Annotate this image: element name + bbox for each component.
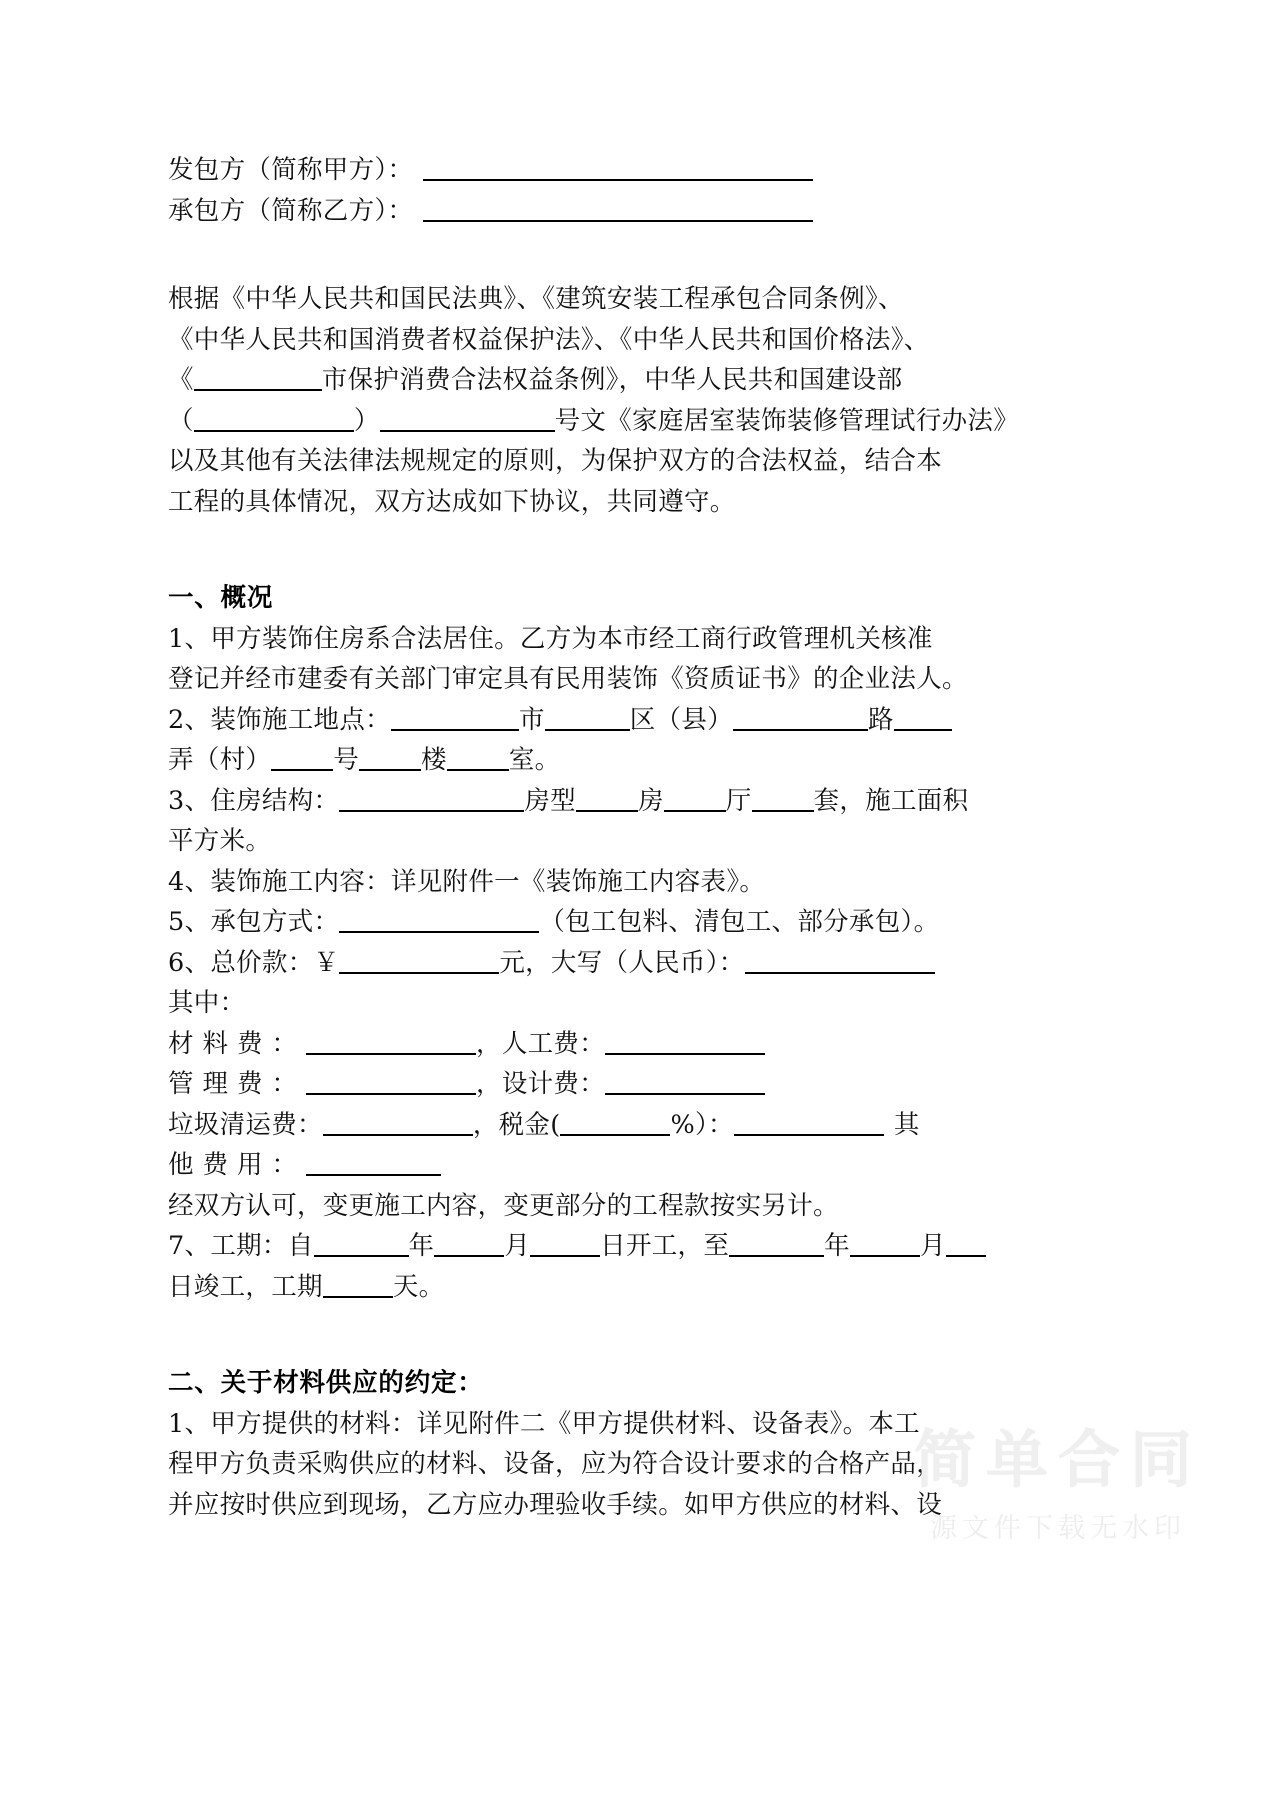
fee-manage-line <box>168 1064 968 1105</box>
item7-line2-prefix: 日竣工，工期 <box>168 1271 323 1302</box>
fee-garbage-blank[interactable] <box>323 1114 473 1136</box>
start-year-blank[interactable] <box>314 1235 409 1257</box>
item3-prefix: 3、住房结构： <box>168 785 340 816</box>
section-one-heading: 一、概况 <box>168 583 274 613</box>
site-district-blank[interactable] <box>545 709 630 731</box>
fee-garbage-line <box>168 1105 968 1146</box>
item2-prefix: 2、装饰施工地点： <box>168 704 391 735</box>
party-a-line <box>168 150 968 191</box>
fee-other-line <box>168 1145 968 1186</box>
sets-count-blank[interactable] <box>752 790 814 812</box>
section-two-item1-line2: 程甲方负责采购供应的材料、设备，应为符合设计要求的合格产品， <box>168 1449 943 1479</box>
section-two-item1-line1: 1、甲方提供的材料：详见附件二《甲方提供材料、设备表》。本工 <box>168 1408 920 1439</box>
section-one-item7-line2 <box>168 1267 968 1308</box>
fee-material-blank[interactable] <box>306 1033 476 1055</box>
site-building-blank[interactable] <box>359 749 421 771</box>
preamble-line-6: 工程的具体情况，双方达成如下协议，共同遵守。 <box>168 486 736 517</box>
item2-lu: 路 <box>867 704 894 735</box>
party-a-blank[interactable] <box>423 159 813 181</box>
preamble-line-5: 以及其他有关法律法规规定的原则，为保护双方的合法权益，结合本 <box>168 446 943 476</box>
site-lane-blank[interactable] <box>894 709 952 731</box>
section-one-item6-note: 经双方认可，变更施工内容，变更部分的工程款按实另计。 <box>168 1190 839 1221</box>
house-type-blank[interactable] <box>339 790 524 812</box>
item7-nian2: 年 <box>824 1231 850 1261</box>
preamble-paren-close: ） <box>353 405 380 436</box>
fee-garbage-label: 垃圾清运费： <box>168 1109 323 1140</box>
item2-lou: 楼 <box>421 745 447 775</box>
item7-tian: 天。 <box>392 1271 445 1302</box>
section-one-item6 <box>168 943 968 984</box>
item6-prefix: 6、总价款：￥ <box>168 947 340 978</box>
item5-prefix: 5、承包方式： <box>168 907 340 937</box>
fee-manage-label: 管理费： <box>168 1069 307 1099</box>
watermark-main-text: 简单合同 <box>913 1422 1202 1496</box>
party-b-label: 承包方（简称乙方）： <box>168 195 414 226</box>
fee-tax-blank[interactable] <box>734 1114 884 1136</box>
fee-design-label: ，设计费： <box>476 1069 606 1099</box>
preamble-line-3-rest: 市保护消费合法权益条例》，中华人民共和国建设部 <box>321 365 903 395</box>
item7-yue2: 月 <box>919 1231 946 1261</box>
tax-rate-blank[interactable] <box>560 1114 670 1136</box>
fee-other-label: 他费用： <box>168 1150 307 1180</box>
preamble-line-3 <box>168 360 968 401</box>
party-b-line <box>168 191 968 232</box>
item2-qu: 区（县） <box>629 704 733 735</box>
preamble-line-1: 根据《中华人民共和国民法典》、《建筑安装工程承包合同条例》、 <box>168 284 904 314</box>
start-month-blank[interactable] <box>434 1235 504 1257</box>
item6-yuan: 元，大写（人民币）： <box>499 947 745 978</box>
site-road-blank[interactable] <box>733 709 868 731</box>
document-body <box>168 150 1020 1525</box>
duration-days-blank[interactable] <box>323 1276 393 1298</box>
section-one-item2-line1 <box>168 700 968 741</box>
fee-labor-label: ，人工费： <box>476 1028 606 1059</box>
item2-hao: 号 <box>333 745 360 775</box>
item7-nian: 年 <box>408 1231 435 1261</box>
fee-material-label: 材料费： <box>168 1028 307 1059</box>
section-two-heading: 二、关于材料供应的约定： <box>168 1368 484 1398</box>
rooms-count-blank[interactable] <box>576 790 638 812</box>
section-one-qizhong: 其中： <box>168 988 246 1018</box>
item3-fang: 房 <box>637 785 664 816</box>
party-b-blank[interactable] <box>423 200 813 222</box>
fee-design-blank[interactable] <box>605 1073 765 1095</box>
item3-ting: 厅 <box>725 785 752 816</box>
section-one-item2-line2 <box>168 740 968 781</box>
item3-fangxing: 房型 <box>524 785 576 816</box>
preamble-line-2: 《中华人民共和国消费者权益保护法》、《中华人民共和国价格法》、 <box>168 324 930 355</box>
site-city-blank[interactable] <box>391 709 519 731</box>
fee-manage-blank[interactable] <box>306 1073 476 1095</box>
fee-other-blank[interactable] <box>306 1154 441 1176</box>
item2-line2-prefix: 弄（村） <box>168 745 272 775</box>
end-year-blank[interactable] <box>729 1235 824 1257</box>
doc-number-blank[interactable] <box>380 410 555 432</box>
total-price-blank[interactable] <box>339 952 499 974</box>
fee-labor-blank[interactable] <box>605 1033 765 1055</box>
contract-mode-blank[interactable] <box>339 911 539 933</box>
site-room-blank[interactable] <box>447 749 509 771</box>
item7-yue: 月 <box>504 1231 531 1261</box>
preamble-paren-open: （ <box>168 405 194 436</box>
section-two-item1-line3: 并应按时供应到现场，乙方应办理验收手续。如甲方供应的材料、设 <box>168 1489 943 1520</box>
section-one-item4: 4、装饰施工内容：详见附件一《装饰施工内容表》。 <box>168 866 766 897</box>
item5-suffix: （包工包料、清包工、部分承包）。 <box>539 907 940 937</box>
end-day-blank[interactable] <box>946 1235 986 1257</box>
section-one-item5 <box>168 902 968 943</box>
item7-prefix: 7、工期：自 <box>168 1231 314 1261</box>
fee-tax-pct: %）： <box>670 1109 734 1140</box>
halls-count-blank[interactable] <box>664 790 726 812</box>
fee-other-tail: 其 <box>893 1109 920 1140</box>
end-month-blank[interactable] <box>850 1235 920 1257</box>
preamble-line-4 <box>168 401 1020 442</box>
section-one-item1-line2: 登记并经市建委有关部门审定具有民用装饰《资质证书》的企业法人。 <box>168 664 968 694</box>
city-name-blank[interactable] <box>194 369 322 391</box>
doc-year-blank[interactable] <box>194 410 354 432</box>
start-day-blank[interactable] <box>530 1235 600 1257</box>
section-one-item3-line2: 平方米。 <box>168 826 272 856</box>
preamble-line-4-rest: 号文《家庭居室装饰装修管理试行办法》 <box>554 405 1020 436</box>
watermark-sub-text: 源文件下载无水印 <box>929 1513 1186 1544</box>
fee-material-line <box>168 1024 968 1065</box>
section-one-item7-line1 <box>168 1226 968 1267</box>
fee-tax-label: ，税金( <box>472 1109 561 1140</box>
site-number-blank[interactable] <box>271 749 333 771</box>
section-one-item3-line1 <box>168 781 968 822</box>
item3-tao: 套，施工面积 <box>813 785 969 816</box>
preamble-line-3-open: 《 <box>168 365 194 395</box>
item7-kaigong: 日开工，至 <box>600 1231 730 1261</box>
section-one-item1-line1: 1、甲方装饰住房系合法居住。乙方为本市经工商行政管理机关核准 <box>168 623 933 654</box>
party-a-label: 发包方（简称甲方）： <box>168 155 414 185</box>
item2-shi: 市 <box>518 704 545 735</box>
total-price-words-blank[interactable] <box>745 952 935 974</box>
item2-shi-room: 室。 <box>508 745 561 775</box>
